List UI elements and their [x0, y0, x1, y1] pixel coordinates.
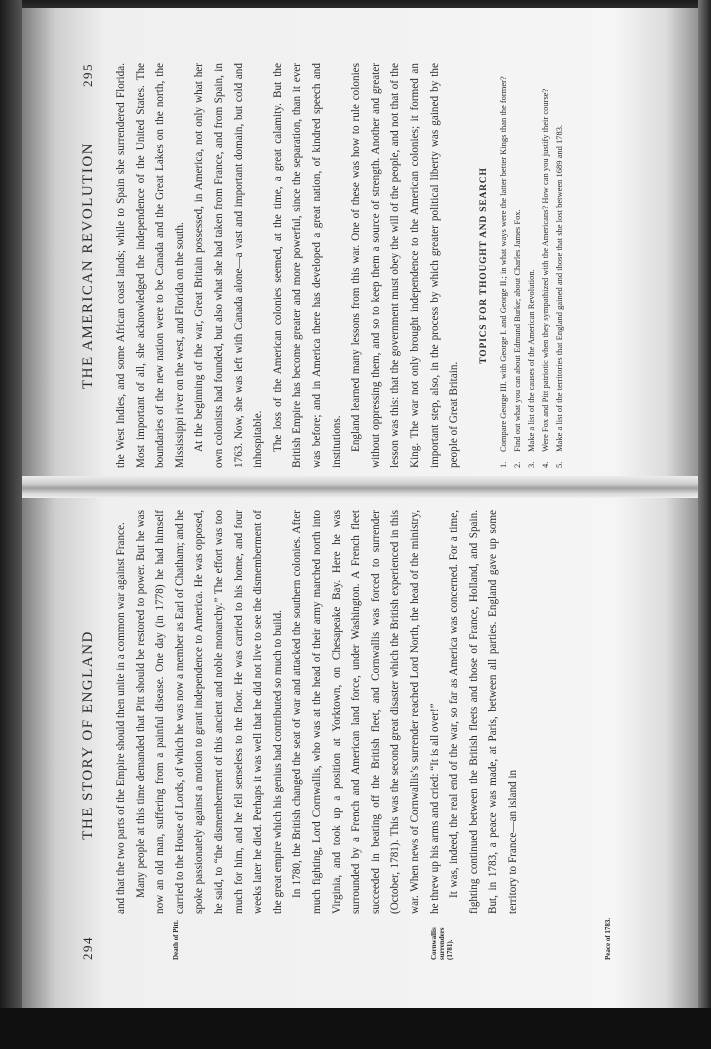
paragraph: It was, indeed, the real end of the war, so far as America was concerned. For a time, fighting continued between the British fleets and those of France, Holland, and Spain. But, in 1783, a peace was made, at Paris, between all parties. England gave up some territory to France—an island in: [448, 510, 519, 914]
paragraph: At the beginning of the war, Great Britain possessed, in America, not only what her own colonists had founded, but also what she had taken from France, and from Spain, in 1763. Now, she was left with Canada alone—a vast and important domain, but cold and inhospitable.: [193, 63, 265, 468]
page-header: [80, 510, 104, 960]
topic-item: [540, 63, 551, 468]
paragraph: and that the two parts of the Empire should then unite in a common war against France.: [115, 522, 127, 914]
page-text: [112, 510, 523, 914]
topic-number: 2.: [512, 461, 523, 468]
scan-left-shadow: [0, 0, 22, 1049]
topic-number: 1.: [498, 461, 509, 468]
side-note-cornwallis: Cornwallis surrenders (1781).: [430, 927, 454, 960]
paragraph: England learned many lessons from this war. One of these was how to rule colonies without oppressing them, and so to keep them a source of strength. Another and greater lesson was this: that the government must obey the will of the people, and not that of the King. The war not only brought independence to the American colonies; it formed an important step, also, in the process by which greater political liberty was gained by the people of Great Britain.: [350, 63, 461, 468]
topic-number: 3.: [526, 461, 537, 468]
paragraph: Many people at this time demanded that Pitt should be restored to power. But he was now an old man, suffering from a painful disease. One day (in 1778) he had himself carried to the House of Lords, of which he was now a member as Earl of Chatham; and he spoke passionately against a motion to grant independence to America. He was opposed, he said, to “the dismemberment of this ancient and noble monarchy.” The effort was too much for him, and he fell senseless to the floor. He was carried to his home, and four weeks later he died. Perhaps it was well that he did not live to see the dismemberment of the great empire which his genius had contributed so much to build.: [134, 510, 284, 914]
side-note-death-of-pitt: Death of Pitt.: [172, 920, 180, 960]
page-body: [112, 510, 612, 960]
book-spine-gutter: [16, 476, 702, 498]
paragraph: the West Indies, and some African coast lands; while to Spain she surrendered Florida. Most important of all, she acknowledged the independence of the United States. The boundaries of the new nation were to be Canada and the Great Lakes on the north, the Mississippi river on the west, and Florida on the south.: [115, 63, 186, 468]
topic-text: Were Fox and Pitt patriotic when they sympathized with the Americans? How can you justify their course?: [540, 88, 551, 452]
topic-text: Make a list of the causes of the American Revolution.: [526, 269, 537, 452]
scan-bottom-shadow: [0, 1008, 711, 1049]
topics-list: [498, 63, 565, 468]
topic-number: 4.: [540, 461, 551, 468]
topic-text: Compare George III. with George I. and George II.; in what ways were the latter better Kings than the former?: [498, 76, 509, 452]
side-note-peace: Peace of 1783.: [604, 917, 612, 960]
scan-right-shadow: [698, 0, 711, 1049]
page-294: [80, 510, 640, 960]
topics-heading: TOPICS FOR THOUGHT AND SEARCH: [478, 167, 489, 364]
page-text: [112, 63, 565, 468]
topic-number: 5.: [554, 461, 565, 468]
page-number: 294: [80, 936, 95, 960]
running-title: THE AMERICAN REVOLUTION: [80, 142, 96, 389]
topic-item: [526, 63, 537, 468]
topic-item: [498, 63, 509, 468]
topic-item: [554, 63, 565, 468]
paragraph: In 1780, the British changed the seat of war and attacked the southern colonies. After much fighting, Lord Cornwallis, who was at the head of their army marched north into Virginia, and took up a position at Yorktown, on Chesapeake Bay. Here he was surrounded by a French and American land force, under Washington. A French fleet succeeded in beating off the British fleet, and Cornwallis was forced to surrender (October, 1781). This was the second great disaster which the British experienced in this war. When news of Cornwallis’s surrender reached Lord North, the head of the ministry, he threw up his arms and cried: “It is all over!”: [291, 510, 441, 914]
running-title: THE STORY OF ENGLAND: [80, 630, 96, 840]
page-header: [80, 63, 104, 468]
topic-text: Make a list of the territories that England gained and those that she lost between 1689 and 1783.: [554, 124, 565, 452]
page-295: [80, 63, 640, 468]
topic-item: [512, 63, 523, 468]
paragraph: The loss of the American colonies seemed, at the time, a great calamity. But the British Empire has become greater and more powerful, since the separation, than it ever was before; and in America there has developed a great nation, of kindred speech and institutions.: [271, 63, 343, 468]
page-number: 295: [80, 63, 95, 87]
topic-text: Find out what you can about Edmund Burke; about Charles James Fox.: [512, 209, 523, 452]
margin-notes: [112, 914, 612, 960]
